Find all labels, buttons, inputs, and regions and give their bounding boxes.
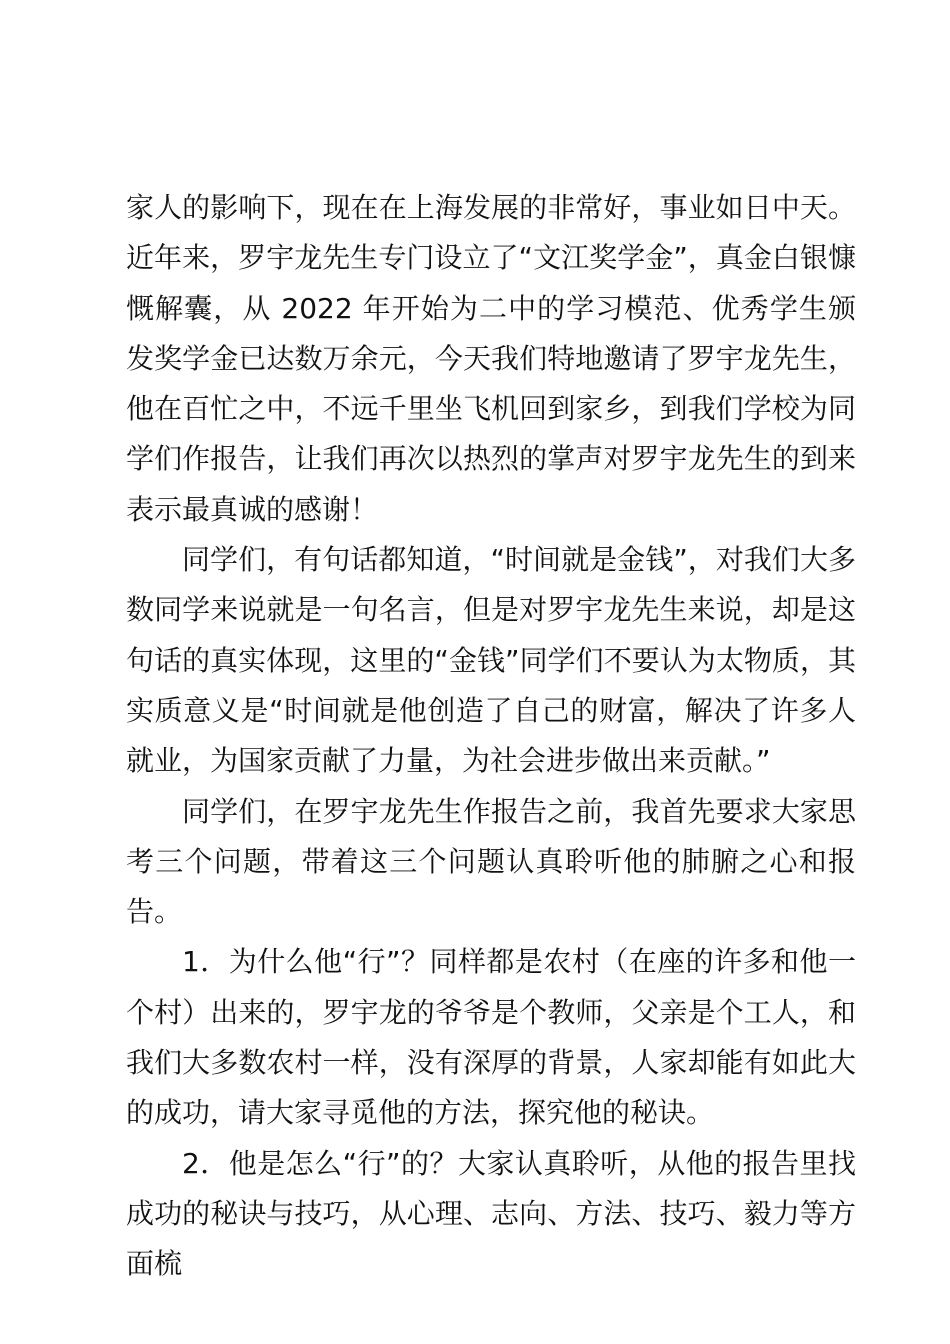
paragraph-question-one: 1．为什么他“行”？同样都是农村（在座的许多和他一个村）出来的，罗宇龙的爷爷是个教师，父亲是个工人，和我们大多数农村一样，没有深厚的背景，人家却能有如此大的成功，请大家寻觅他的方法，探究他的秘诀。 bbox=[126, 945, 856, 1130]
paragraph-continuation: 家人的影响下，现在在上海发展的非常好，事业如日中天。近年来，罗宇龙先生专门设立了“文江奖学金”，真金白银慷慨解囊，从 2022 年开始为二中的学习模范、优秀学生颁发奖学金已达数万余元，今天我们特地邀请了罗宇龙先生，他在百忙之中，不远千里坐飞机回到家乡，到我们学校为同学们作报告，让我们再次以热烈的掌声对罗宇龙先生的到来表示最真诚的感谢！ bbox=[126, 191, 856, 526]
paragraph-three-questions: 同学们，在罗宇龙先生作报告之前，我首先要求大家思考三个问题，带着这三个问题认真聆听他的肺腑之心和报告。 bbox=[126, 794, 856, 929]
paragraph-question-two: 2．他是怎么“行”的？大家认真聆听，从他的报告里找成功的秘诀与技巧，从心理、志向、方法、技巧、毅力等方面梳 bbox=[126, 1146, 856, 1281]
body-text bbox=[126, 183, 856, 1290]
paragraph-time-is-money: 同学们，有句话都知道，“时间就是金钱”，对我们大多数同学来说就是一句名言，但是对罗宇龙先生来说，却是这句话的真实体现，这里的“金钱”同学们不要认为太物质，其实质意义是“时间就是他创造了自己的财富，解决了许多人就业，为国家贡献了力量，为社会进步做出来贡献。” bbox=[126, 543, 856, 778]
